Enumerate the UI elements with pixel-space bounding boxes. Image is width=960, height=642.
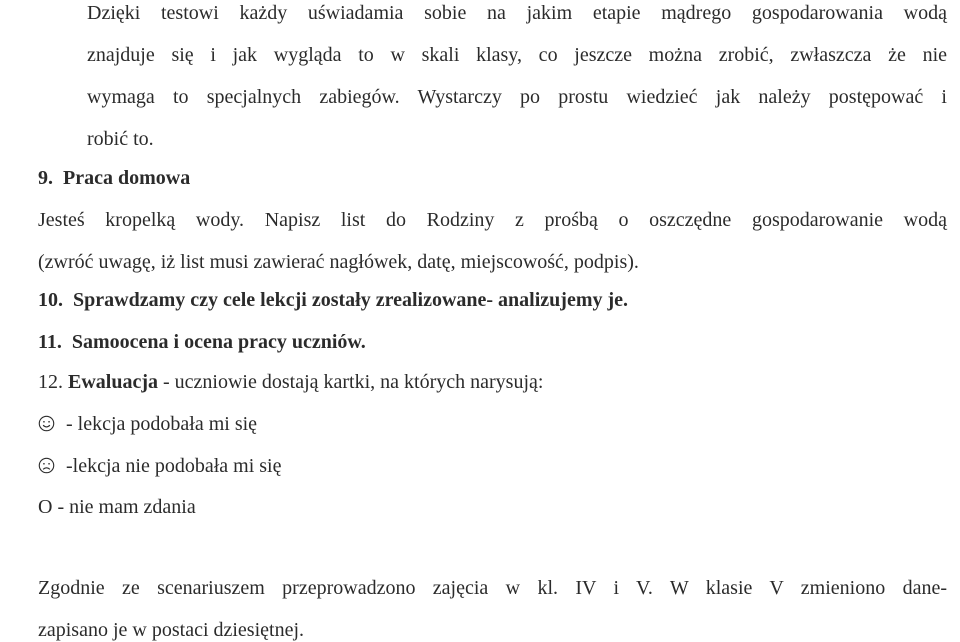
paragraph-line: wymaga to specjalnych zabiegów. Wystarczy po prostu wiedzieć jak należy postępować i: [87, 86, 947, 108]
option-happy-text: - lekcja podobała mi się: [61, 413, 258, 435]
conclusion-line: zapisano je w postaci dziesiętnej.: [38, 619, 305, 641]
paragraph-line: znajduje się i jak wygląda to w skali klasy, co jeszcze można zrobić, zwłaszcza że nie: [87, 44, 947, 66]
section-evaluation-line: [38, 370, 543, 394]
option-neutral: O - nie mam zdania: [38, 496, 196, 518]
option-sad-text: -lekcja nie podobała mi się: [61, 455, 282, 477]
section-heading-homework: 9. Praca domowa: [38, 167, 191, 189]
conclusion-line: Zgodnie ze scenariuszem przeprowadzono zajęcia w kl. IV i V. W klasie V zmieniono dane-: [38, 577, 947, 599]
paragraph-line: robić to.: [87, 128, 154, 150]
section-heading-self-assessment: 11. Samoocena i ocena pracy uczniów.: [38, 331, 366, 353]
frown-icon: [38, 457, 55, 474]
evaluation-text: - uczniowie dostają kartki, na których narysują:: [158, 371, 544, 393]
paragraph-line: Dzięki testowi każdy uświadamia sobie na jakim etapie mądrego gospodarowania wodą: [87, 2, 947, 24]
option-happy: [38, 412, 257, 436]
homework-line: (zwróć uwagę, iż list musi zawierać nagłówek, datę, miejscowość, podpis).: [38, 251, 639, 273]
section-heading-goals: 10. Sprawdzamy czy cele lekcji zostały zrealizowane- analizujemy je.: [38, 289, 629, 311]
smiley-icon: [38, 415, 55, 432]
option-sad: [38, 454, 281, 478]
homework-line: Jesteś kropelką wody. Napisz list do Rodziny z prośbą o oszczędne gospodarowanie wodą: [38, 209, 947, 231]
evaluation-label: Ewaluacja: [68, 371, 158, 393]
section-number: 12.: [38, 371, 63, 393]
